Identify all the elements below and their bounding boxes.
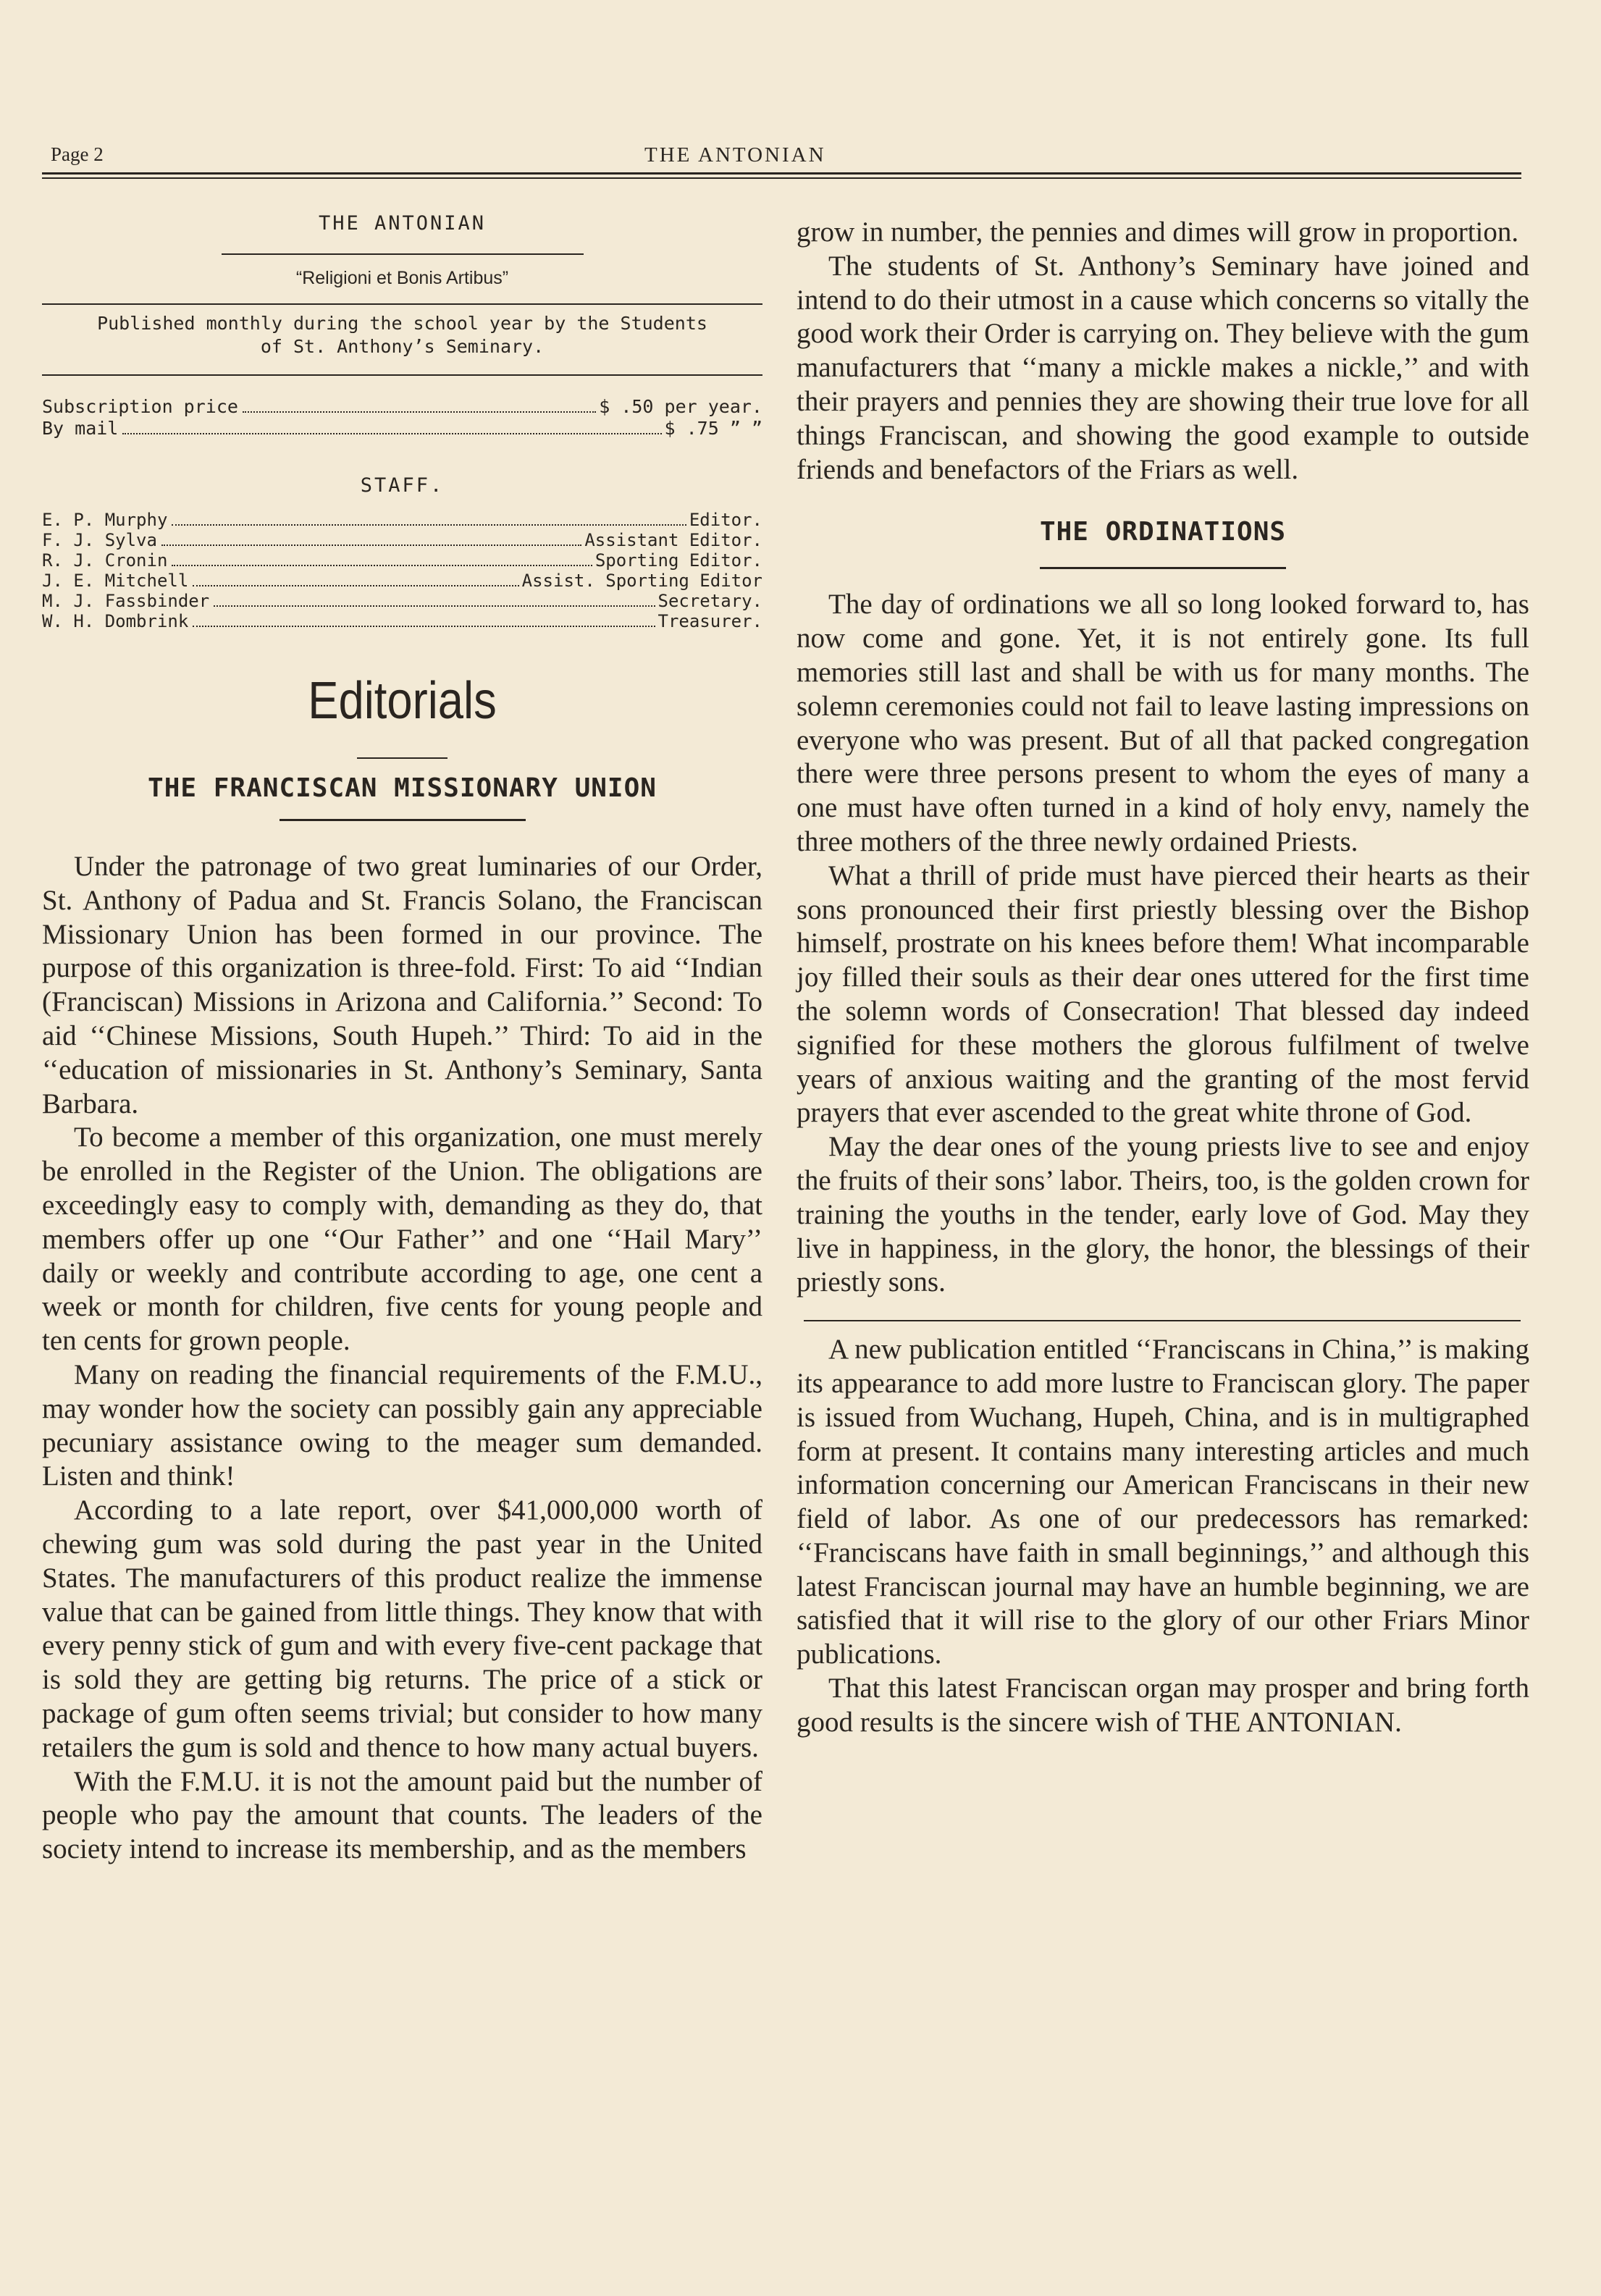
paragraph: grow in number, the pennies and dimes will grow in proportion. [797, 216, 1519, 248]
masthead-motto: “Religioni et Bonis Artibus” [295, 268, 509, 288]
masthead-title: THE ANTONIAN [318, 212, 487, 235]
article-title: THE ORDINATIONS [1039, 517, 1287, 547]
publication-info-line: Published monthly during the school year by the Students [97, 313, 707, 334]
staff-list [42, 510, 762, 631]
staff-row [42, 591, 762, 611]
leader-dots [193, 626, 655, 627]
staff-row [42, 611, 762, 631]
editorials-heading: Editorials [308, 672, 497, 730]
staff-name: F. J. Sylva [42, 530, 157, 550]
staff-role: Sporting Editor. [594, 550, 762, 571]
leader-dots [161, 544, 581, 546]
article-title-rule [1040, 567, 1286, 569]
staff-row [42, 571, 762, 591]
header-rule [42, 172, 1521, 174]
publication-info-line: of St. Anthony’s Seminary. [260, 336, 545, 357]
paragraph: A new publication entitled ‘‘Franciscans in China,’’ is making its appearance to add more lustre to Franciscan glory. The paper is issued from Wuchang, Hupeh, China, and is in multigraphed form at present. It contains many interesting articles and much information concerning our American Franciscans in their new field of labor. As one of our predecessors has remarked: ‘‘Franciscans have faith in small beginnings,’’ and although this latest Franciscan journal may have an humble beginning, we are satisfied that it will rise to the glory of our other Friars Minor publications. [797, 1334, 1529, 1670]
leader-dots [172, 524, 686, 526]
staff-row [42, 530, 762, 550]
staff-name: J. E. Mitchell [42, 571, 189, 591]
paragraph: That this latest Franciscan organ may prosper and bring forth good results is the sincere wish of THE ANTONIAN. [797, 1673, 1529, 1738]
leader-dots [122, 433, 661, 434]
masthead-divider [222, 253, 584, 255]
staff-role: Treasurer. [657, 611, 762, 631]
staff-name: M. J. Fassbinder [42, 591, 210, 611]
staff-role: Assist. Sporting Editor [521, 571, 762, 591]
publication-info [42, 305, 762, 374]
leader-dots [214, 605, 655, 607]
leader-dots [172, 565, 592, 566]
staff-name: W. H. Dombrink [42, 611, 189, 631]
running-header [51, 143, 1499, 172]
paragraph: To become a member of this organization, one must merely be enrolled in the Register of the Union. The obligations are exceedingly easy to comply with, demanding as they do, that members offer up one ‘‘Our Father’’ and one ‘‘Hail Mary’’ daily or weekly and contribute according to age, one cent a week or month for children, five cents for young people and ten cents for grown people. [42, 1122, 762, 1357]
paragraph: The students of St. Anthony’s Seminary have joined and intend to do their utmost in a cause which concerns so vitally the good work their Order is carrying on. They believe with the gum manufacturers that ‘‘many a mickle makes a nickle,’’ and with their prayers and pennies they are showing their true love for all things Franciscan, and showing the good example to outside friends and benefactors of the Friars as well. [797, 250, 1529, 485]
article-title: THE FRANCISCAN MISSIONARY UNION [148, 773, 657, 803]
article-body [797, 588, 1529, 1300]
mail-price: $ .75 ” ” [664, 418, 762, 439]
article-separator [804, 1320, 1521, 1321]
paragraph: According to a late report, over $41,000,000 worth of chewing gum was sold during the past year in the United States. The manufacturers of this product realize the immense value that can be gained from little things. They know that with every penny stick of gum and with every five-cent package that is sold they are getting big returns. The price of a stick or package of gum often seems trivial; but consider to how many retailers the gum is sold and thence to how many actual buyers. [42, 1494, 762, 1763]
leader-dots [193, 585, 518, 586]
subscription-row [42, 396, 762, 418]
subscription-block [42, 376, 762, 440]
page-number: Page 2 [51, 143, 104, 165]
header-rule-double [42, 177, 1521, 179]
staff-title: STAFF. [360, 474, 445, 497]
article-title-rule [280, 819, 526, 821]
mail-row [42, 418, 762, 440]
article-body [42, 850, 762, 1867]
staff-row [42, 510, 762, 530]
article-body [797, 1333, 1529, 1740]
paragraph: Many on reading the financial requirements of the F.M.U., may wonder how the society can possibly gain any appreciable pecuniary assistance owing to the meager sum demanded. Listen and think! [42, 1358, 762, 1492]
paragraph: Under the patronage of two great luminaries of our Order, St. Anthony of Padua and St. Francis Solano, the Franciscan Missionary Union has been formed in our province. The purpose of this organization is three-fold. First: To aid ‘‘Indian (Franciscan) Missions in Arizona and California.’’ Second: To aid ‘‘Chinese Missions, South Hupeh.’’ Third: To aid in the ‘‘education of missionaries in St. Anthony’s Seminary, Santa Barbara. [42, 851, 762, 1119]
staff-role: Assistant Editor. [584, 530, 762, 550]
paragraph: With the F.M.U. it is not the amount paid but the number of people who pay the amount that counts. The leaders of the society intend to increase its membership, and as the members [42, 1765, 762, 1865]
staff-role: Editor. [689, 510, 762, 530]
subscription-price: $ .50 per year. [599, 396, 762, 417]
staff-name: E. P. Murphy [42, 510, 168, 530]
leader-dots [243, 411, 596, 413]
staff-role: Secretary. [657, 591, 762, 611]
paragraph: What a thrill of pride must have pierced their hearts as their sons pronounced their first priestly blessing over the Bishop himself, prostrate on his knees before them! What incomparable joy filled their souls as their dear ones uttered for the first time the solemn words of Consecration! That blessed day indeed signified for these mothers the glorous fulfilment of twelve years of anxious waiting and the granting of the most fervid prayers that ever ascended to the great white throne of God. [797, 859, 1529, 1129]
paragraph: May the dear ones of the young priests live to see and enjoy the fruits of their sons’ labor. Theirs, too, is the golden crown for training the youths in the tender, early love of God. May they live in happiness, in the glory, the honor, the blessings of their priestly sons. [797, 1131, 1529, 1298]
right-column [797, 216, 1529, 1740]
paragraph: The day of ordinations we all so long looked forward to, has now come and gone. Yet, it is not entirely gone. Its full memories still last and shall be with us for many months. The solemn ceremonies could not fail to leave lasting impressions on everyone who was present. But of all that packed congregation there were three persons present to whom the eyes of many a one must have often turned in a kind of holy envy, namely the three mothers of the three newly ordained Priests. [797, 589, 1529, 857]
article-body-continued [797, 216, 1529, 487]
staff-row [42, 550, 762, 571]
editorials-divider [357, 757, 447, 759]
left-column [42, 206, 762, 1867]
staff-name: R. J. Cronin [42, 550, 168, 571]
mail-label: By mail [42, 418, 119, 439]
running-title: THE ANTONIAN [644, 143, 826, 167]
subscription-label: Subscription price [42, 396, 238, 417]
